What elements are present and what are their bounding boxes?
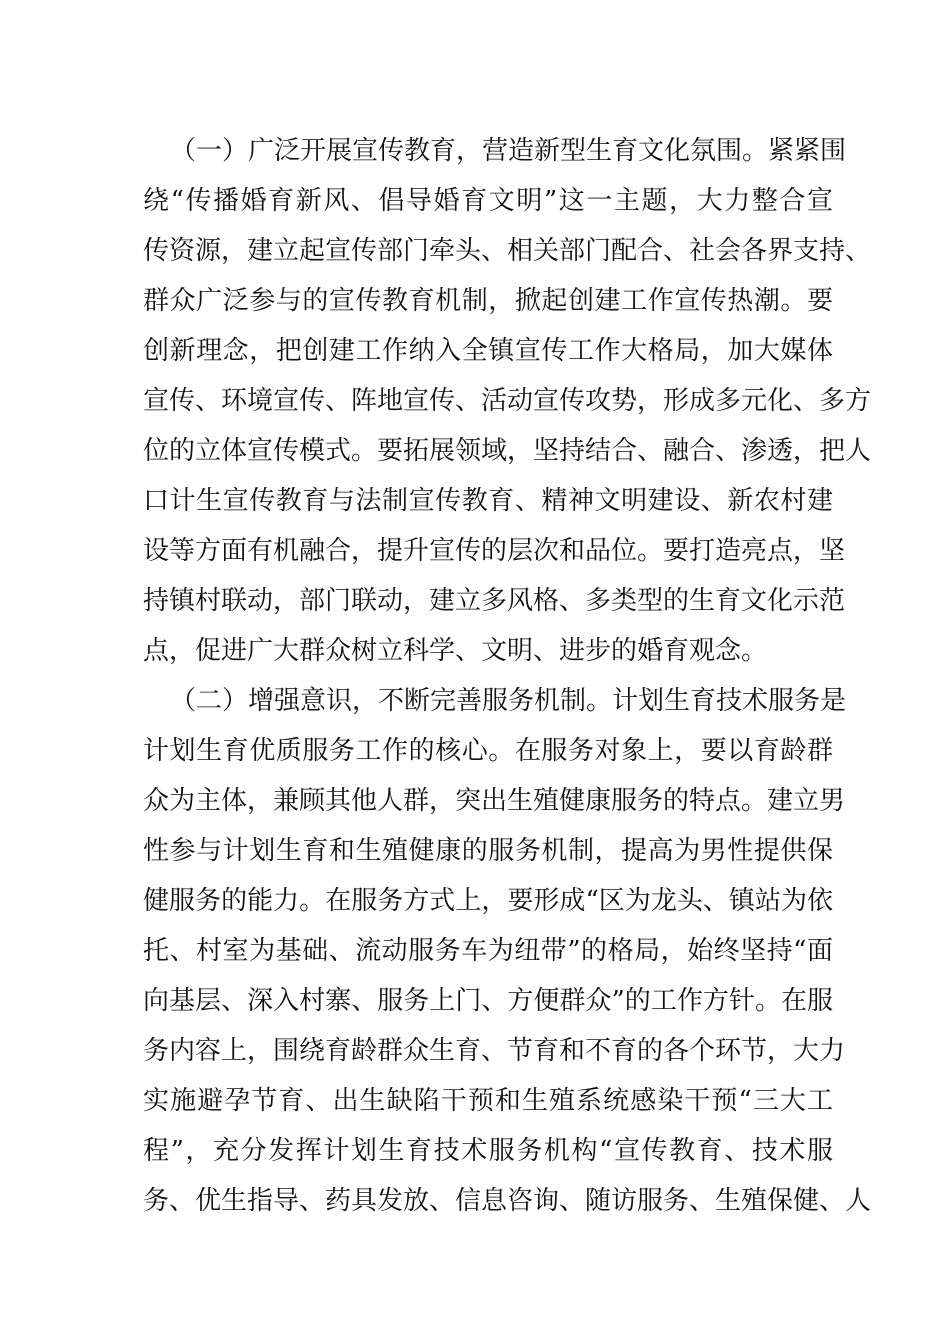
paragraph-2-line-4: 性参与计划生育和生殖健康的服务机制，提高为男性提供保	[143, 836, 833, 866]
paragraph-1-line-7: 位的立体宣传模式。要拓展领域，坚持结合、融合、渗透，把人	[143, 436, 872, 466]
paragraph-2-line-2: 计划生育优质服务工作的核心。在服务对象上，要以育龄群	[143, 736, 833, 766]
paragraph-1-line-11: 点，促进广大群众树立科学、文明、进步的婚育观念。	[143, 636, 768, 666]
paragraph-1-line-3: 传资源，建立起宣传部门牵头、相关部门配合、社会各界支持、	[143, 236, 872, 266]
paragraph-2-line-5: 健服务的能力。在服务方式上，要形成“区为龙头、镇站为依	[143, 886, 833, 916]
paragraph-2-line-3: 众为主体，兼顾其他人群，突出生殖健康服务的特点。建立男	[143, 786, 846, 816]
paragraph-1-line-6: 宣传、环境宣传、阵地宣传、活动宣传攻势，形成多元化、多方	[143, 386, 872, 416]
paragraph-1-line-2: 绕“传播婚育新风、倡导婚育文明”这一主题，大力整合宣	[143, 186, 833, 216]
paragraph-1-line-4: 群众广泛参与的宣传教育机制，掀起创建工作宣传热潮。要	[143, 286, 833, 316]
paragraph-1-line-1: （一）广泛开展宣传教育，营造新型生育文化氛围。紧紧围	[170, 136, 847, 166]
paragraph-2-line-8: 务内容上，围绕育龄群众生育、节育和不育的各个环节，大力	[143, 1036, 846, 1066]
paragraph-1-line-10: 持镇村联动，部门联动，建立多风格、多类型的生育文化示范	[143, 586, 846, 616]
paragraph-1-line-9: 设等方面有机融合，提升宣传的层次和品位。要打造亮点，坚	[143, 536, 846, 566]
paragraph-2-line-10: 程”，充分发挥计划生育技术服务机构“宣传教育、技术服	[143, 1136, 833, 1166]
paragraph-1-line-8: 口计生宣传教育与法制宣传教育、精神文明建设、新农村建	[143, 486, 833, 516]
paragraph-2-line-11: 务、优生指导、药具发放、信息咨询、随访服务、生殖保健、人	[143, 1186, 872, 1216]
paragraph-2-line-1: （二）增强意识，不断完善服务机制。计划生育技术服务是	[170, 686, 847, 716]
paragraph-1-line-5: 创新理念，把创建工作纳入全镇宣传工作大格局，加大媒体	[143, 336, 833, 366]
paragraph-2-line-7: 向基层、深入村寨、服务上门、方便群众”的工作方针。在服	[143, 986, 833, 1016]
paragraph-2-line-6: 托、村室为基础、流动服务车为纽带”的格局，始终坚持“面	[143, 936, 833, 966]
paragraph-2-line-9: 实施避孕节育、出生缺陷干预和生殖系统感染干预“三大工	[143, 1086, 833, 1116]
